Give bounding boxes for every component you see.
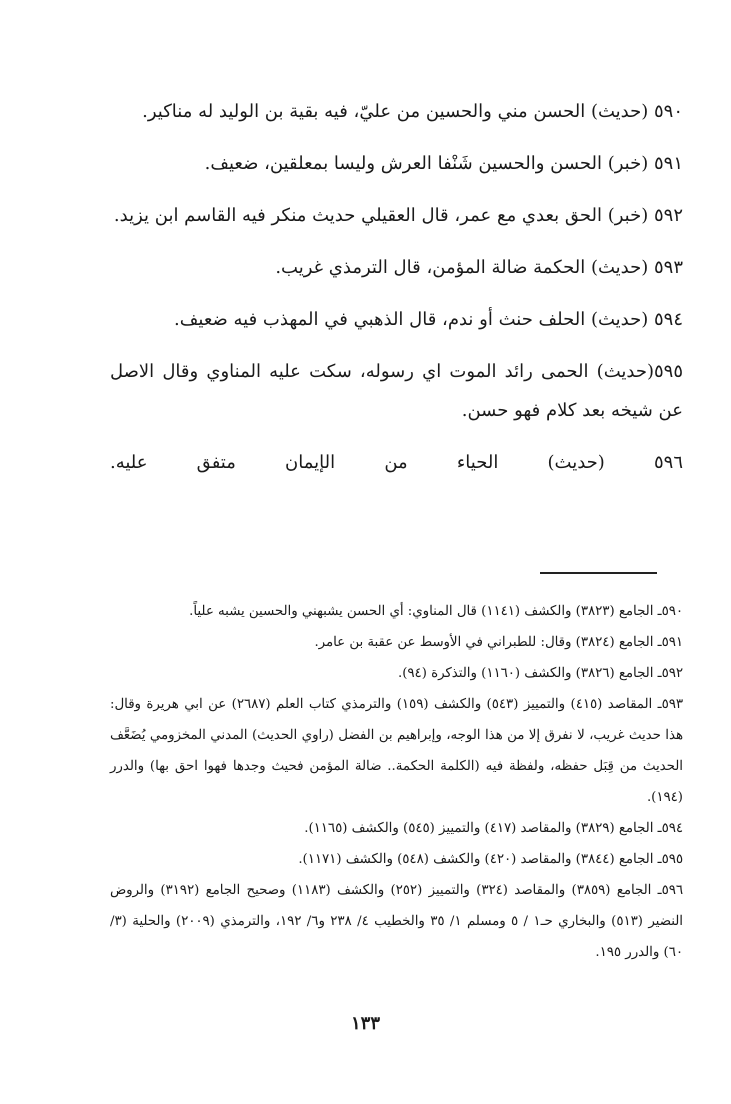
entry-596: ٥٩٦ (حديث) الحياء من الإيمان متفق عليه. bbox=[110, 452, 683, 473]
footnote-590: ٥٩٠ـ الجامع (٣٨٢٣) والكشف (١١٤١) قال المناوي: أي الحسن يشبهني والحسين يشبه علياً. bbox=[189, 604, 683, 619]
footnote-593: ٥٩٣ـ المقاصد (٤١٥) والتمييز (٥٤٣) والكشف (١٥٩) والترمذي كتاب العلم (٢٦٨٧) عن ابي هريرة وقال: هذا حديث غريب، لا نفرق إلا من هذا الوجه، وإبراهيم بن الفضل (راوي الحديث) المدني المخزومي يُضَعَّف الحديث من قِبَل حفظه، ولفظة فيه (الكلمة الحكمة.. ضالة المؤمن فحيث وجدها فهوا احق بها) والدرر (١٩٤). bbox=[110, 697, 684, 805]
footnote-591: ٥٩١ـ الجامع (٣٨٢٤) وقال: للطبراني في الأوسط عن عقبة بن عامر. bbox=[314, 635, 683, 650]
footnote-596: ٥٩٦ـ الجامع (٣٨٥٩) والمقاصد (٣٢٤) والتمييز (٢٥٢) والكشف (١١٨٣) وصحيح الجامع (٣١٩٢) والروض النضير (٥١٣) والبخاري حـ١ / ٥ ومسلم ١/ ٣٥ والخطيب ٤/ ٢٣٨ و٦/ ١٩٢، والترمذي (٢٠٠٩) والحلية (٣/ ٦٠) والدرر ١٩٥. bbox=[110, 883, 684, 960]
main-text bbox=[110, 92, 683, 495]
entry-595: ٥٩٥(حديث) الحمى رائد الموت اي رسوله، سكت عليه المناوي وقال الاصل عن شيخه بعد كلام فهو حسن. bbox=[110, 361, 683, 421]
footnotes bbox=[110, 596, 683, 968]
entry-591: ٥٩١ (خبر) الحسن والحسين شَنْفا العرش وليسا بمعلقين، ضعيف. bbox=[204, 153, 683, 174]
footnote-592: ٥٩٢ـ الجامع (٣٨٢٦) والكشف (١١٦٠) والتذكرة (٩٤). bbox=[397, 666, 683, 681]
footnote-595: ٥٩٥ـ الجامع (٣٨٤٤) والمقاصد (٤٢٠) والكشف (٥٤٨) والكشف (١١٧١). bbox=[298, 852, 683, 867]
page-number: ١٣٣ bbox=[350, 1013, 380, 1034]
entry-594: ٥٩٤ (حديث) الحلف حنث أو ندم، قال الذهبي في المهذب فيه ضعيف. bbox=[174, 309, 683, 330]
entry-593: ٥٩٣ (حديث) الحكمة ضالة المؤمن، قال الترمذي غريب. bbox=[275, 257, 683, 278]
entry-592: ٥٩٢ (خبر) الحق بعدي مع عمر، قال العقيلي حديث منكر فيه القاسم ابن يزيد. bbox=[113, 205, 683, 226]
footnote-594: ٥٩٤ـ الجامع (٣٨٢٩) والمقاصد (٤١٧) والتمييز (٥٤٥) والكشف (١١٦٥). bbox=[304, 821, 683, 836]
footnote-divider bbox=[540, 572, 657, 574]
entry-590: ٥٩٠ (حديث) الحسن مني والحسين من عليّ، فيه بقية بن الوليد له مناكير. bbox=[142, 101, 683, 122]
